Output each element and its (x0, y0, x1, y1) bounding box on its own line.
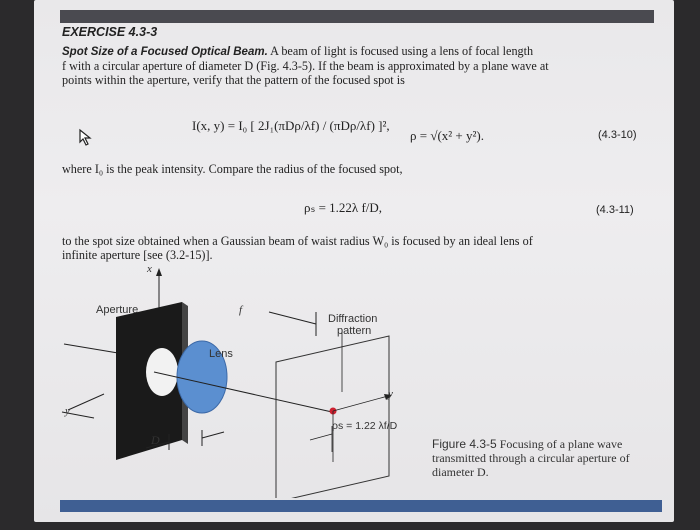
label-focal-length: f (239, 304, 243, 316)
incoming-ray-1 (64, 344, 124, 354)
label-spot-size: ρs = 1.22 λf/D (332, 420, 398, 432)
intro-line-2: f with a circular aperture of diameter D (Fig. 4.3-5). If the beam is approximated by a plane wave at (62, 59, 549, 73)
observation-plane (276, 336, 389, 498)
label-aperture: Aperture (96, 304, 139, 316)
focal-length-marker (269, 312, 316, 324)
equation-number-4-3-10: (4.3-10) (598, 129, 637, 141)
exercise-title: EXERCISE 4.3-3 (62, 25, 158, 39)
equation-number-4-3-11: (4.3-11) (596, 204, 634, 216)
header-rule (60, 10, 654, 23)
x-axis-arrowhead (156, 268, 162, 276)
rho-definition: ρ = √(x² + y²). (410, 128, 484, 143)
figure-caption (432, 437, 632, 479)
aperture-hole (146, 348, 178, 396)
mouse-pointer-icon (78, 128, 94, 146)
equation-4-3-11: ρₛ = 1.22λ f/D, (304, 200, 383, 215)
label-pattern: pattern (337, 325, 372, 337)
compare-paragraph (62, 234, 654, 262)
compare-line-1: to the spot size obtained when a Gaussian beam of waist radius W₀ is focused by an ideal lens of (62, 234, 533, 248)
figure-4-3-5-diagram (54, 262, 434, 498)
intro-line-1: A beam of light is focused using a lens of focal length (267, 44, 534, 58)
figure-number: Figure 4.3-5 (432, 437, 497, 451)
equation-4-3-10: I(x, y) = I₀ [ 2J₁(πDρ/λf) / (πDρ/λf) ]², (192, 118, 390, 133)
label-diffraction: Diffraction (328, 313, 378, 325)
where-line: where I₀ is the peak intensity. Compare the radius of the focused spot, (62, 162, 403, 176)
label-diameter: D (151, 433, 160, 447)
exercise-heading: Spot Size of a Focused Optical Beam. (62, 46, 268, 58)
label-y-right: y (388, 388, 393, 400)
label-lens: Lens (209, 348, 233, 360)
caption-text: Focusing of a plane wave transmitted through a circular aperture of diameter D. (432, 437, 630, 479)
compare-line-2: infinite aperture [see (3.2-15)]. (62, 248, 213, 262)
y-axis-left-line (68, 394, 104, 410)
intro-line-3: points within the aperture, verify that the pattern of the focused spot is (62, 73, 405, 87)
diameter-arrow-right (202, 432, 224, 438)
exercise-intro (62, 44, 654, 87)
textbook-page (34, 0, 674, 522)
label-x-axis: x (147, 263, 152, 275)
footer-rule (60, 500, 662, 512)
label-y-left: y (65, 405, 70, 417)
